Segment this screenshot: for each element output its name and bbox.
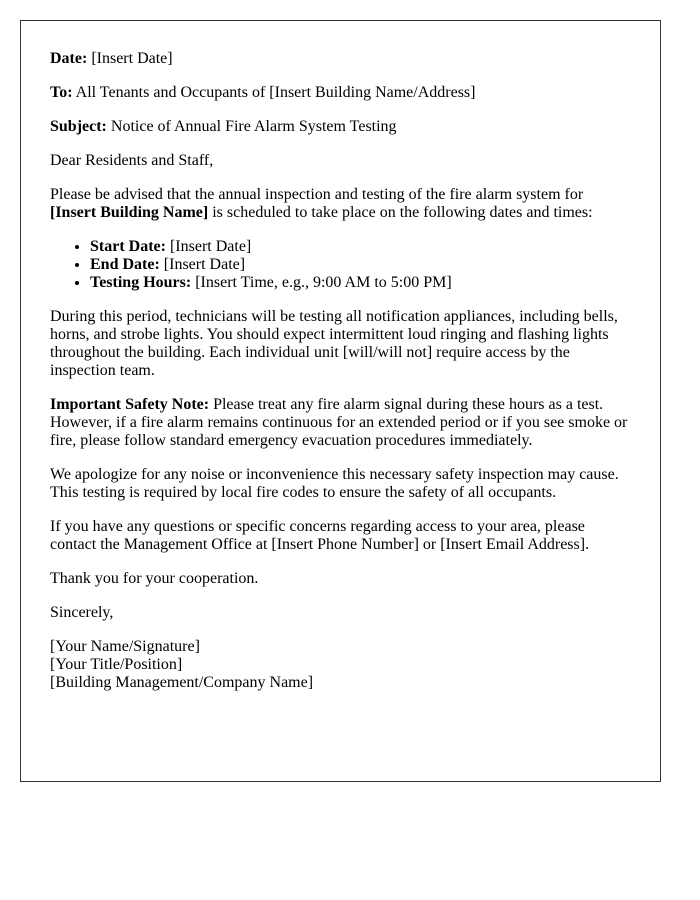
signature-title: [Your Title/Position]: [50, 656, 183, 673]
signature-block: [50, 638, 631, 692]
apology-paragraph: We apologize for any noise or inconvenience this necessary safety inspection may cause. This testing is required by local fire codes to ensure the safety of all occupants.: [50, 466, 619, 501]
subject-line: [50, 118, 631, 136]
closing-line: Sincerely,: [50, 604, 114, 621]
safety-note-text: Please treat any fire alarm signal during these hours as a test. However, if a fire alarm remains continuous for an extended period or if you see smoke or fire, please follow standard emergency evacuation procedures immediately.: [50, 396, 628, 449]
thanks-line: Thank you for your cooperation.: [50, 570, 259, 587]
intro-text-after: is scheduled to take place on the following dates and times:: [208, 204, 593, 221]
schedule-item-hours: [90, 274, 631, 292]
safety-note-paragraph: [50, 396, 631, 450]
date-line: [50, 50, 631, 68]
schedule-list: [50, 238, 631, 292]
schedule-label: Testing Hours:: [90, 274, 192, 291]
schedule-item-start: [90, 238, 631, 256]
period-paragraph: During this period, technicians will be testing all notification appliances, including bells, horns, and strobe lights. You should expect intermittent loud ringing and flashing lights throughout the building. Each individual unit [will/will not] require access by the inspection team.: [50, 308, 618, 379]
schedule-value: [Insert Time, e.g., 9:00 AM to 5:00 PM]: [191, 274, 452, 291]
subject-label: Subject:: [50, 118, 107, 135]
intro-paragraph: [50, 186, 631, 222]
building-name: [Insert Building Name]: [50, 204, 209, 221]
to-line: [50, 84, 631, 102]
schedule-label: Start Date:: [90, 238, 166, 255]
signature-name: [Your Name/Signature]: [50, 638, 200, 655]
schedule-value: [Insert Date]: [159, 256, 246, 273]
to-label: To:: [50, 84, 73, 101]
safety-note-label: Important Safety Note:: [50, 396, 210, 413]
intro-text: Please be advised that the annual inspection and testing of the fire alarm system for: [50, 186, 584, 203]
contact-paragraph: If you have any questions or specific concerns regarding access to your area, please contact the Management Office at [Insert Phone Number] or [Insert Email Address].: [50, 518, 590, 553]
salutation: Dear Residents and Staff,: [50, 152, 214, 169]
schedule-value: [Insert Date]: [165, 238, 252, 255]
signature-company: [Building Management/Company Name]: [50, 674, 314, 691]
date-label: Date:: [50, 50, 88, 67]
to-value: All Tenants and Occupants of [Insert Building Name/Address]: [72, 84, 476, 101]
subject-value: Notice of Annual Fire Alarm System Testing: [106, 118, 397, 135]
schedule-label: End Date:: [90, 256, 160, 273]
date-value: [Insert Date]: [87, 50, 173, 67]
letter-document: [20, 20, 661, 782]
schedule-item-end: [90, 256, 631, 274]
